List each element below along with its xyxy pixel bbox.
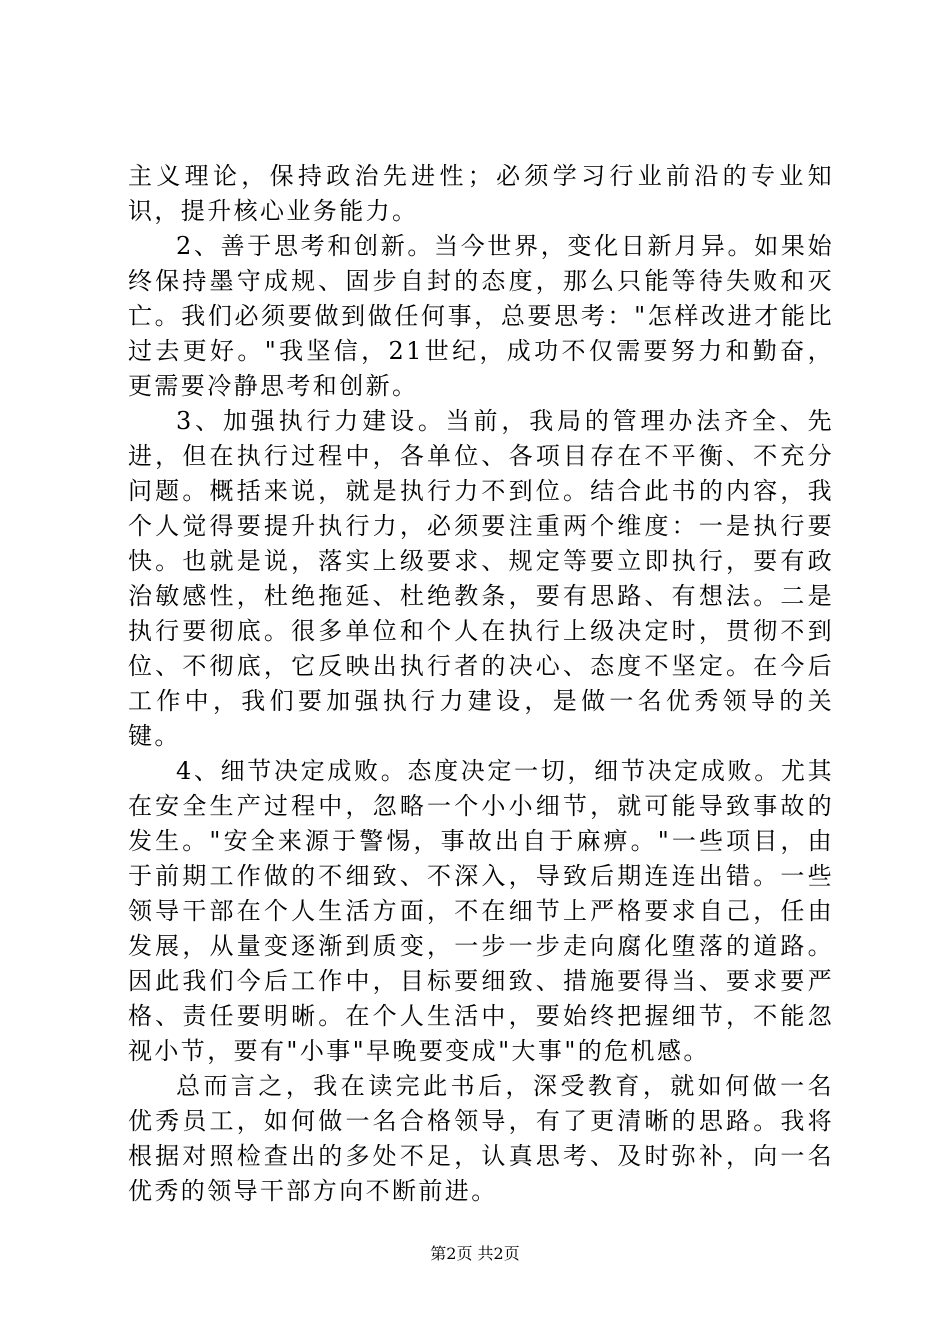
paragraph-details: 4、细节决定成败。态度决定一切，细节决定成败。尤其在安全生产过程中，忽略一个小小细节，就可能导致事故的发生。"安全来源于警惕，事故出自于麻痹。"一些项目，由于前期工作做的不细致、不深入，导致后期连连出错。一些领导干部在个人生活方面，不在细节上严格要求自己，任由发展，从量变逐渐到质变，一步一步走向腐化堕落的道路。因此我们今后工作中，目标要细致、措施要得当、要求要严格、责任要明晰。在个人生活中，要始终把握细节，不能忽视小节，要有"小事"早晚要变成"大事"的危机感。 (128, 757, 834, 1065)
document-body (128, 159, 834, 1209)
page-number-footer: 第2页 共2页 (430, 1244, 520, 1263)
paragraph-continuation: 主义理论，保持政治先进性；必须学习行业前沿的专业知识，提升核心业务能力。 (128, 162, 834, 225)
paragraph-conclusion: 总而言之，我在读完此书后，深受教育，就如何做一名优秀员工，如何做一名合格领导，有了更清晰的思路。我将根据对照检查出的多处不足，认真思考、及时弥补，向一名优秀的领导干部方向不断前进。 (128, 1072, 834, 1205)
paragraph-execution: 3、加强执行力建设。当前，我局的管理办法齐全、先进，但在执行过程中，各单位、各项目存在不平衡、不充分问题。概括来说，就是执行力不到位。结合此书的内容，我个人觉得要提升执行力，必须要注重两个维度：一是执行要快。也就是说，落实上级要求、规定等要立即执行，要有政治敏感性，杜绝拖延、杜绝教条，要有思路、有想法。二是执行要彻底。很多单位和个人在执行上级决定时，贯彻不到位、不彻底，它反映出执行者的决心、态度不坚定。在今后工作中，我们要加强执行力建设，是做一名优秀领导的关键。 (128, 407, 834, 750)
paragraph-thinking-innovation: 2、善于思考和创新。当今世界，变化日新月异。如果始终保持墨守成规、固步自封的态度，那么只能等待失败和灭亡。我们必须要做到做任何事，总要思考："怎样改进才能比过去更好。"我坚信，21世纪，成功不仅需要努力和勤奋，更需要冷静思考和创新。 (128, 232, 834, 400)
